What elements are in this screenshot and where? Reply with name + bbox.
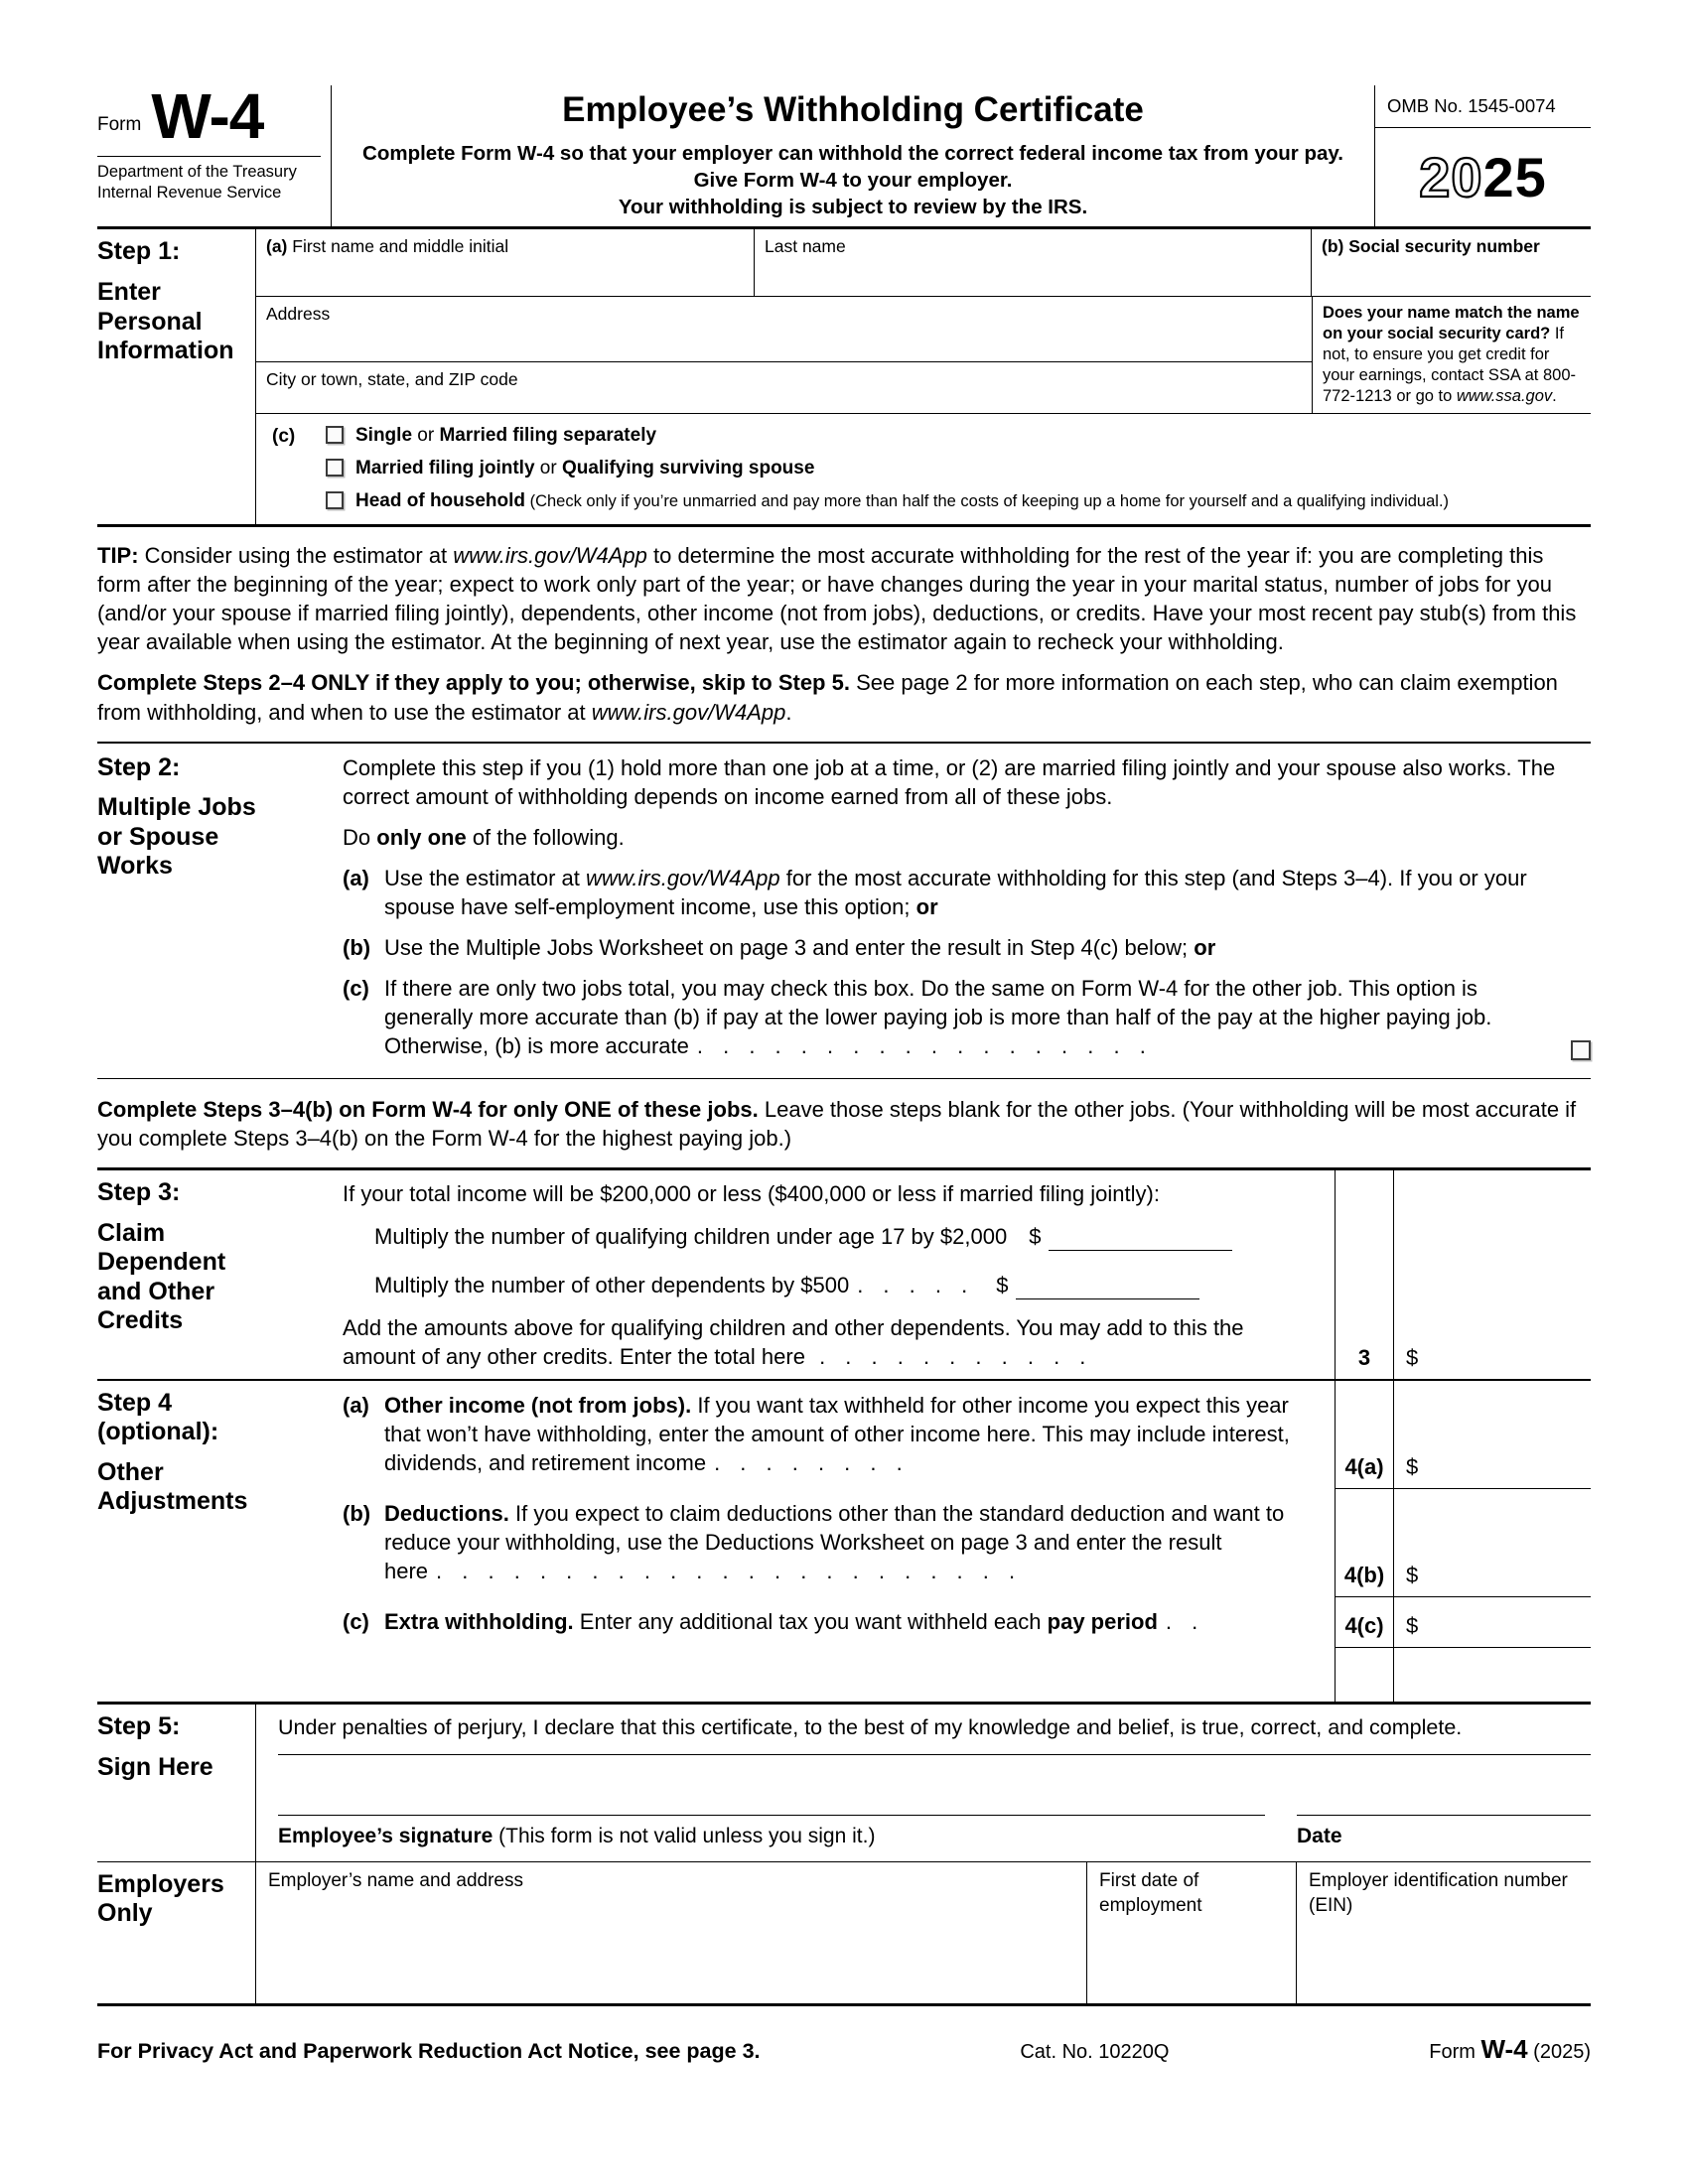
step5-label [97, 1705, 256, 1861]
step2-label [97, 753, 343, 1060]
step5-title: Step 5: [97, 1712, 181, 1741]
step4-title-line1: Step 4 [97, 1389, 173, 1418]
estimator-link-step2: www.irs.gov/W4App [585, 865, 780, 890]
field-b-tag: (b) [1322, 236, 1344, 257]
form-year-badge [1375, 128, 1591, 226]
name-ssn-row [256, 229, 1591, 297]
ein-label: Employer identification number (EIN) [1309, 1870, 1568, 1917]
footer-form-number: W-4 [1480, 2034, 1528, 2065]
children-dollar-sign: $ [1029, 1223, 1042, 1249]
date-area [1297, 1815, 1591, 1850]
step4-title-line2: (optional): [97, 1417, 219, 1445]
agency-line-2: Internal Revenue Service [97, 183, 282, 202]
omb-number: OMB No. 1545-0074 [1375, 85, 1591, 128]
tip-text-1: Consider using the estimator at [138, 543, 454, 569]
city-state-zip-field[interactable] [256, 362, 1312, 413]
children-amount-field[interactable] [1049, 1231, 1232, 1251]
first-date-of-employment-field[interactable] [1087, 1862, 1297, 2003]
step4-filler [343, 1648, 1335, 1702]
step4-a-line [343, 1381, 1335, 1489]
step3-number-column-spacer [1335, 1170, 1394, 1212]
step3-total-text: Add the amounts above for qualifying children and other dependents. You may add to this the amount of any other credits. Enter the total here [343, 1314, 1244, 1369]
field-c-tag: (c) [272, 426, 296, 448]
step4-c-tag: (c) [343, 1609, 369, 1635]
tip-text-2: to determine the most accurate withholding for the rest of the year if: you are completing this form after the beginning of the year; expect to work only part of the year; or have changes during the year in your marital status, number of jobs for you (and/or your spouse if married filing jointly), dependents, other income (not from jobs), deductions, or credits. Have your most recent pay stub(s) from this year available when using the estimator. At the beginning of next year, use the estimator again to recheck your withholding. [97, 543, 1577, 655]
steps-3-4b-note [97, 1095, 1591, 1153]
step4-b-text: Deductions. If you expect to claim deductions other than the standard deduction and want to reduce your withholding, use the Deductions Worksheet on page 3 and enter the result here . . . . . . . . . . . . . . . . . . . . . . . [384, 1501, 1285, 1584]
form-subtitle-1: Complete Form W-4 so that your employer can withhold the correct federal income tax from your pay. [362, 142, 1343, 166]
form-title: Employee’s Withholding Certificate [562, 90, 1144, 129]
city-state-zip-label: City or town, state, and ZIP code [266, 369, 518, 390]
qualifying-children-text: Multiply the number of qualifying children under age 17 by $2,000 [374, 1223, 1008, 1249]
step3-intro: If your total income will be $200,000 or less ($400,000 or less if married filing jointly): [343, 1180, 1160, 1206]
deductions-amount-field[interactable] [1394, 1489, 1591, 1597]
form-subtitle-2: Give Form W-4 to your employer. [693, 169, 1013, 193]
last-name-label: Last name [765, 236, 846, 257]
steps-2-4-note [97, 668, 1591, 726]
step4-amount-column-spacer [1394, 1648, 1591, 1702]
married-jointly-checkbox[interactable] [326, 459, 344, 477]
step2-intro: Complete this step if you (1) hold more than one job at a time, or (2) are married filing jointly and your spouse also works. The correct amount of withholding depends on income earned from all of these jobs. [343, 754, 1556, 809]
step1-section [97, 229, 1591, 527]
employers-only-label [97, 1862, 256, 2003]
step2-option-b [343, 933, 1591, 962]
step1-body [256, 229, 1591, 524]
form-header [97, 80, 1591, 229]
filing-status-options [326, 424, 1591, 512]
filing-status-section [256, 414, 1591, 524]
step3-amount-column-spacer [1394, 1212, 1591, 1261]
first-date-of-employment-label: First date of employment [1099, 1870, 1202, 1917]
signature-row [278, 1815, 1591, 1850]
deductions-dollar-sign: $ [1406, 1563, 1419, 1588]
step3-title: Step 3: [97, 1177, 181, 1206]
form-title-block [332, 85, 1374, 226]
ein-field[interactable] [1297, 1862, 1591, 2003]
tip-paragraph [97, 541, 1591, 656]
tip-label: TIP: [97, 543, 139, 569]
step4-b-line [343, 1489, 1335, 1597]
first-name-label: First name and middle initial [292, 236, 509, 257]
perjury-statement: Under penalties of perjury, I declare that this certificate, to the best of my knowledge and belief, is true, correct, and complete. [278, 1713, 1591, 1754]
step2-b-tag: (b) [343, 934, 371, 960]
step3-number-column-spacer [1335, 1261, 1394, 1309]
filing-status-option-married-jointly [326, 457, 1591, 480]
other-dependents-line [343, 1261, 1335, 1309]
extra-withholding-dollar-sign: $ [1406, 1613, 1419, 1639]
address-label: Address [266, 304, 331, 325]
step2-section [97, 742, 1591, 1079]
step2-option-a [343, 864, 1591, 921]
step2-c-dot-leaders: . . . . . . . . . . . . . . . . . . [696, 1032, 1153, 1058]
ssn-note-period: . [1552, 387, 1557, 406]
catalog-number: Cat. No. 10220Q [1020, 2041, 1170, 2064]
form-number-line [97, 80, 321, 152]
form-word-label: Form [97, 113, 142, 135]
employers-only-title: Employers Only [97, 1870, 224, 1928]
step3-number-column-spacer [1335, 1212, 1394, 1261]
ssn-note-body: If not, to ensure you get credit for your earnings, contact SSA at 800-772-1213 or go to [1323, 325, 1576, 406]
estimator-link-note: www.irs.gov/W4App [591, 699, 786, 725]
signature-caption: Employee’s signature (This form is not valid unless you sign it.) [278, 1824, 876, 1847]
step4-subtitle: Other Adjustments [97, 1457, 248, 1516]
steps-2-4-note-bold: Complete Steps 2–4 ONLY if they apply to you; otherwise, skip to Step 5. [97, 670, 850, 696]
address-fields [256, 297, 1312, 413]
step2-b-text: Use the Multiple Jobs Worksheet on page 3 and enter the result in Step 4(c) below; or [384, 934, 1216, 960]
steps-3-4b-note-text: Leave those steps blank for the other jobs. (Your withholding will be most accurate if you complete Steps 3–4(b) on the Form W-4 for the highest paying job.) [97, 1096, 1577, 1151]
step4-number-column-spacer [1335, 1648, 1394, 1702]
privacy-act-notice: For Privacy Act and Paperwork Reduction Act Notice, see page 3. [97, 2039, 761, 2064]
step5-body [256, 1705, 1591, 1861]
agency-block [97, 156, 321, 203]
year-bold-digits: 25 [1482, 145, 1547, 208]
step2-title: Step 2: [97, 752, 181, 781]
employee-signature-field[interactable] [278, 1815, 1265, 1816]
step4-a-line-number: 4(a) [1335, 1381, 1394, 1489]
step2-c-text: If there are only two jobs total, you may check this box. Do the same on Form W-4 for the other job. This option is generally more accurate than (b) if pay at the lower paying job is more than half of the pay at the higher paying job. Otherwise, (b) is more accurate . . . . . . . . . . . . . . . . . . [384, 974, 1591, 1060]
first-name-field[interactable] [256, 229, 755, 296]
step3-section [97, 1167, 1591, 1381]
step2-body [343, 753, 1591, 1060]
other-income-amount-field[interactable] [1394, 1381, 1591, 1489]
married-jointly-option-label: Married filing jointly or Qualifying surviving spouse [355, 457, 815, 478]
step3-total-dollar-sign: $ [1406, 1345, 1419, 1370]
steps-3-4b-note-bold: Complete Steps 3–4(b) on Form W-4 for only ONE of these jobs. [97, 1096, 759, 1122]
step5-section [97, 1702, 1591, 1861]
extra-withholding-amount-field[interactable] [1394, 1597, 1591, 1648]
last-name-field[interactable] [755, 229, 1312, 296]
step4-a-text: Other income (not from jobs). If you want tax withheld for other income you expect this year that won’t have withholding, enter the amount of other income here. This may include interest, dividends, and retirement income . . . . . . . . [384, 1393, 1290, 1476]
head-of-household-checkbox[interactable] [326, 491, 344, 509]
signature-date-field[interactable] [1297, 1815, 1591, 1816]
two-jobs-checkbox[interactable] [1571, 1040, 1591, 1060]
dependents-dollar-sign: $ [996, 1272, 1009, 1297]
filing-status-option-head-of-household [326, 489, 1591, 513]
address-row [256, 297, 1591, 414]
filing-status-option-single [326, 424, 1591, 448]
qualifying-children-line [343, 1212, 1335, 1261]
employer-name-address-field[interactable] [256, 1862, 1087, 2003]
ssn-field[interactable] [1312, 229, 1591, 296]
ssn-match-note [1312, 297, 1591, 413]
step4-b-tag: (b) [343, 1501, 371, 1527]
form-number: W-4 [151, 80, 264, 152]
single-checkbox[interactable] [326, 426, 344, 444]
footer-form-id: Form W-4 (2025) [1429, 2034, 1591, 2065]
field-a-tag: (a) [266, 236, 288, 257]
employer-name-address-label: Employer’s name and address [268, 1870, 523, 1892]
date-caption: Date [1297, 1824, 1342, 1847]
step4-c-line [343, 1597, 1335, 1648]
address-field[interactable] [256, 297, 1312, 362]
other-income-dollar-sign: $ [1406, 1454, 1419, 1480]
year-outline-digits: 20 [1419, 145, 1483, 208]
ssn-note-question: Does your name match the name on your social security card? [1323, 304, 1580, 343]
ssa-link: www.ssa.gov [1456, 387, 1553, 406]
step4-label [97, 1381, 343, 1702]
step5-subtitle: Sign Here [97, 1753, 213, 1781]
omb-year-block [1374, 85, 1591, 226]
step2-do-line: Do only one of the following. [343, 824, 625, 850]
step2-option-c [343, 974, 1591, 1060]
steps-2-4-note-period: . [785, 699, 792, 725]
form-id-block [97, 80, 332, 226]
step4-b-line-number: 4(b) [1335, 1489, 1394, 1597]
step2-subtitle: Multiple Jobs or Spouse Works [97, 793, 256, 881]
step4-a-dot-leaders: . . . . . . . . [714, 1450, 910, 1476]
step3-total-amount-field[interactable] [1394, 1309, 1591, 1379]
employers-only-section [97, 1861, 1591, 2006]
other-dependents-dot-leaders: . . . . . [857, 1272, 975, 1297]
step3-line-number: 3 [1335, 1309, 1394, 1379]
steps-2-4-note-text: See page 2 for more information on each step, who can claim exemption from withholding, and when to use the estimator at [97, 670, 1558, 725]
step2-c-tag: (c) [343, 975, 369, 1001]
step3-amount-column-spacer [1394, 1170, 1591, 1212]
form-subtitle-3: Your withholding is subject to review by the IRS. [618, 196, 1088, 219]
step4-a-tag: (a) [343, 1393, 369, 1419]
other-dependents-text: Multiply the number of other dependents by $500 [374, 1272, 850, 1297]
step1-subtitle: Enter Personal Information [97, 278, 234, 365]
step4-c-text: Extra withholding. Enter any additional tax you want withheld each pay period . . [384, 1609, 1205, 1635]
step3-total-line [343, 1309, 1335, 1379]
step4-section [97, 1381, 1591, 1702]
agency-line-1: Department of the Treasury [97, 162, 297, 181]
step3-label [97, 1170, 343, 1379]
ssn-label: Social security number [1348, 236, 1540, 257]
signature-area [278, 1815, 1265, 1850]
step4-b-dot-leaders: . . . . . . . . . . . . . . . . . . . . . . . [436, 1559, 1023, 1584]
step3-total-dot-leaders: . . . . . . . . . . . [819, 1344, 1093, 1369]
step1-label [97, 229, 256, 524]
estimator-link-tip: www.irs.gov/W4App [453, 543, 647, 569]
step1-title: Step 1: [97, 237, 181, 266]
step4-c-dot-leaders: . . [1165, 1609, 1205, 1635]
step4-c-line-number: 4(c) [1335, 1597, 1394, 1648]
single-option-label: Single or Married filing separately [355, 425, 657, 447]
dependents-amount-field[interactable] [1016, 1280, 1199, 1299]
step3-subtitle: Claim Dependent and Other Credits [97, 1218, 226, 1335]
step3-amount-column-spacer [1394, 1261, 1591, 1309]
head-of-household-option-label: Head of household (Check only if you’re unmarried and pay more than half the costs of keeping up a home for yourself and a qualifying individual.) [355, 489, 1450, 511]
form-footer [97, 2032, 1591, 2066]
step2-a-tag: (a) [343, 865, 369, 890]
step2-a-text: Use the estimator at www.irs.gov/W4App for the most accurate withholding for this step (and Steps 3–4). If you or your spouse have self-employment income, use this option; or [384, 865, 1527, 919]
